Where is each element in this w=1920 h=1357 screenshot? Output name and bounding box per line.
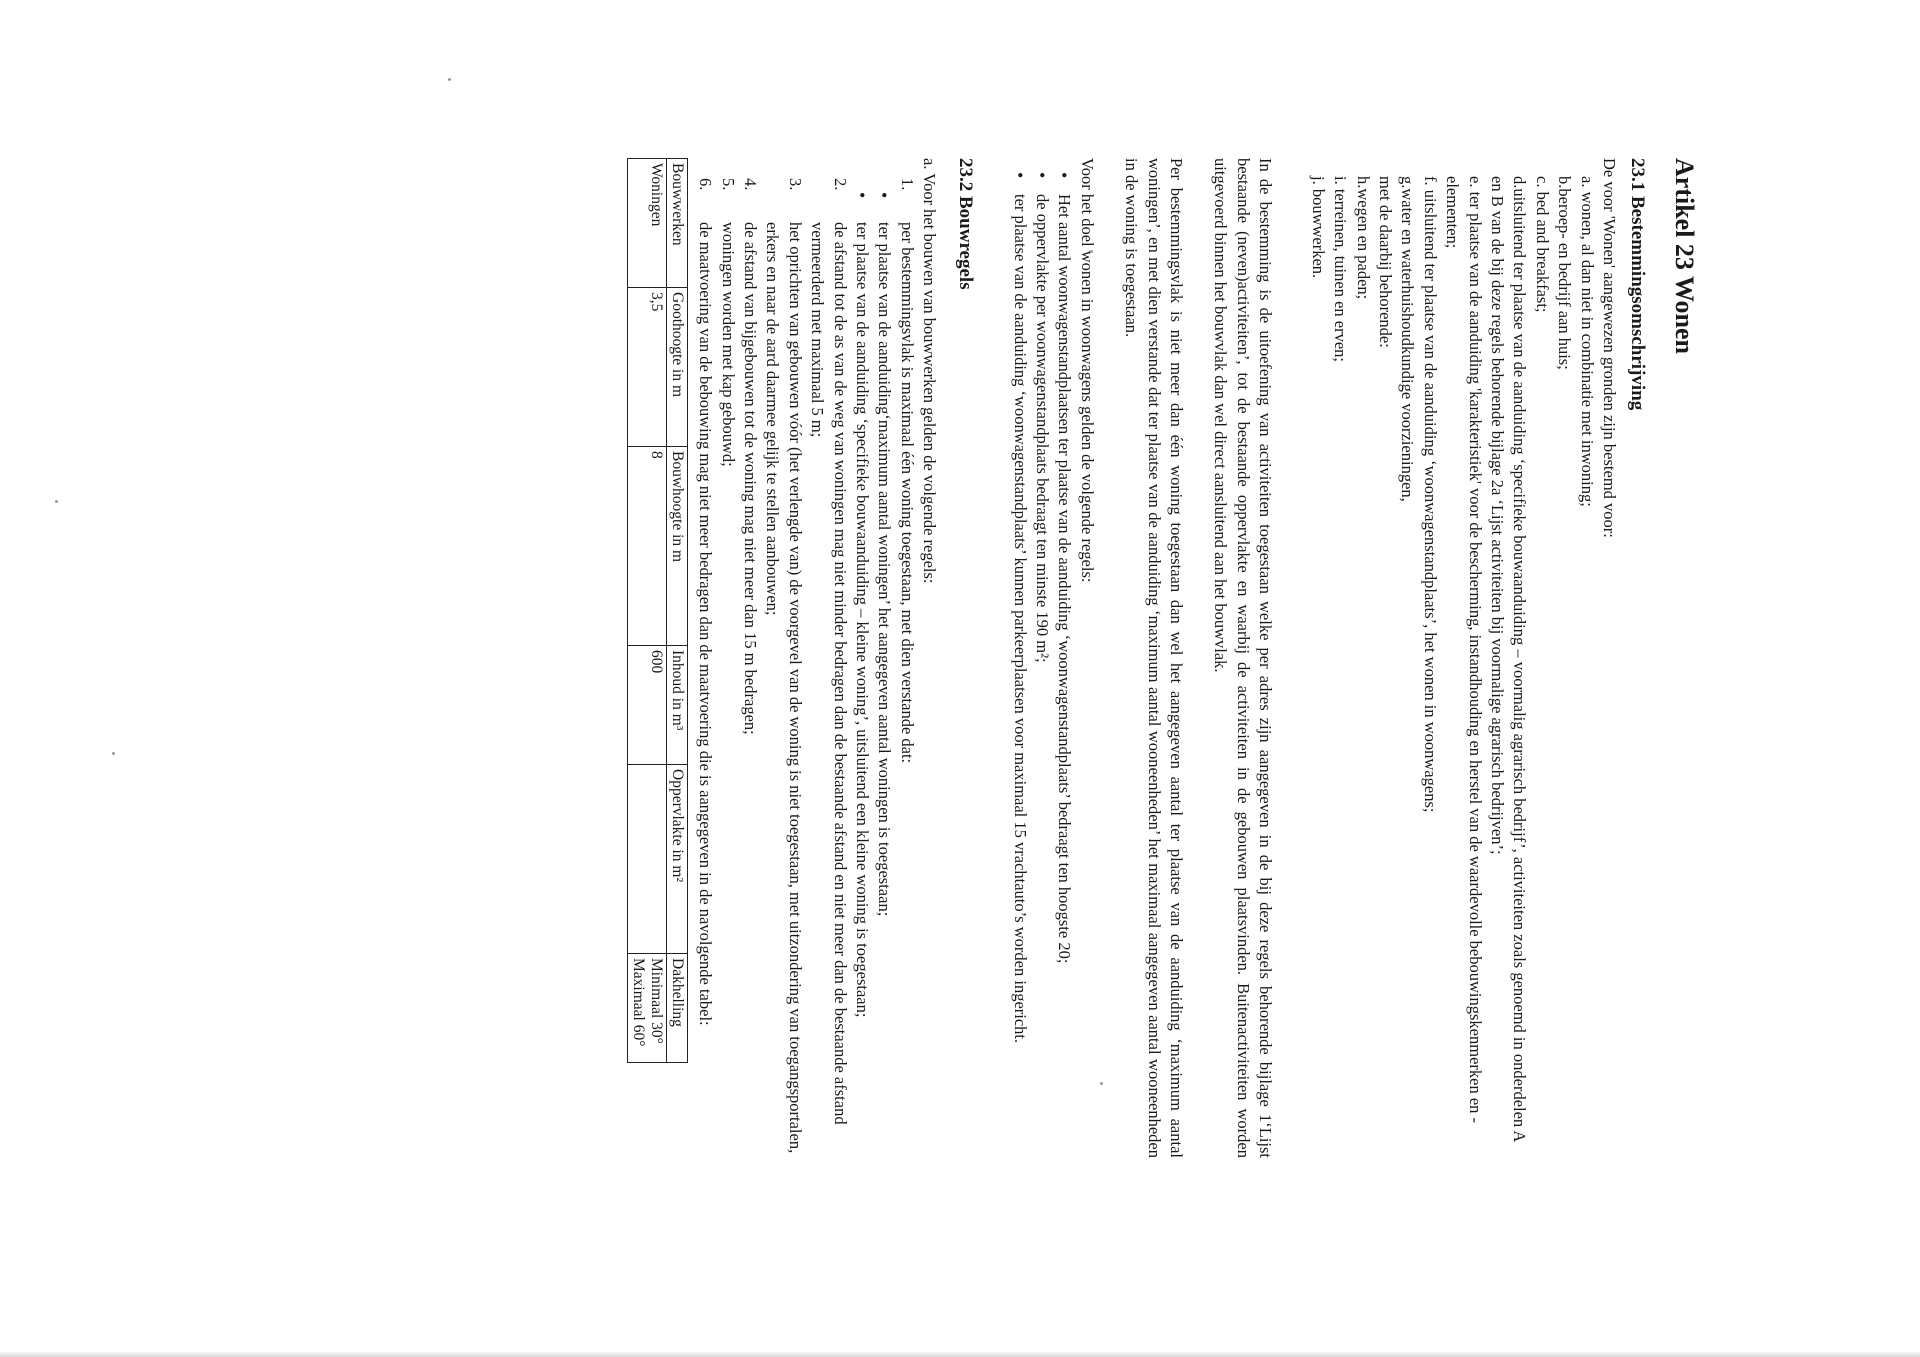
- list-item: c. bed and breakfast;: [1532, 176, 1552, 313]
- scan-bottom-edge: [0, 1351, 1920, 1357]
- document-content: [627, 158, 1700, 1158]
- rule-number: 2.: [830, 178, 850, 191]
- table-header: Bouwhoogte in m: [666, 447, 687, 646]
- list-item: • ter plaatse van de aanduiding ‘specifieke bouwaanduiding – kleine woning’, uitsluitend een kleine woning is toegestaan;: [851, 158, 873, 1158]
- table-cell: [627, 765, 666, 954]
- list-item: [739, 158, 761, 1158]
- rule-text: de maatvoering van de bebouwing mag niet meer bedragen dan de maatvoering die is aangegeven in de navolgende tabel:: [696, 222, 716, 1026]
- list-item: g.water en waterhuishoudkundige voorzieningen,: [1398, 176, 1418, 502]
- rule-number: 4.: [741, 178, 760, 191]
- rule1-subitems: [851, 158, 896, 1158]
- table-cell: 3,5: [627, 288, 666, 447]
- list-item: • de oppervlakte per woonwagenstandplaats bedraagt ten minste 190 m²;: [1031, 158, 1053, 1158]
- dakhelling-max: Maximaal 60°: [629, 958, 647, 1047]
- woonwagen-intro: Voor het doel wonen in woonwagens gelden de volgende regels:: [1077, 158, 1097, 583]
- list-item: d.uitsluitend ter plaatse van de aanduiding ‘specifieke bouwaanduiding – voormalig agrarisch bedrijf’, activiteiten zoals genoemd in onderdelen A en B van de bij deze regels behorende bijlage 2a ‘Lijst activiteiten bij voormalige agrarisch bedrijven’;: [1487, 176, 1530, 1142]
- table-cell: 8: [627, 447, 666, 646]
- table-cell: [627, 954, 666, 1063]
- table-header: Inhoud in m³: [666, 646, 687, 765]
- table-row: [627, 159, 666, 1063]
- purpose-list: [1306, 158, 1597, 1158]
- table-header: Goothoogte in m: [666, 288, 687, 447]
- table-header-row: [666, 159, 687, 1063]
- dimensions-table: [627, 158, 688, 1063]
- rule-number: 6.: [696, 178, 716, 191]
- scan-speck: [112, 752, 115, 755]
- rule-number: 3.: [785, 178, 805, 191]
- bouwregels-list-continued: [694, 158, 851, 1158]
- rule-text: het oprichten van gebouwen vóór (het verlengde van) de voorgevel van de woning is niet toegestaan, met uitzondering van toegangsportalen, erkers en naar de aard daarmee gelijk te stellen aanbouwen;: [763, 222, 805, 1154]
- rule-text: woningen worden met kap gebouwd;: [718, 222, 738, 467]
- list-item: met de daarbij behorende:: [1375, 176, 1395, 348]
- section-heading-bouwregels: 23.2 Bouwregels: [955, 158, 977, 290]
- rule-text: per bestemmingsvlak is maximaal één woning toegestaan, met dien verstande dat:: [897, 222, 917, 764]
- woonwagen-rules: [1008, 158, 1075, 1158]
- article-title: Artikel 23 Wonen: [1670, 158, 1699, 354]
- activities-paragraph: In de bestemming is de uitoefening van activiteiten toegestaan welke per adres zijn aangegeven in de bij deze regels behorende bijlage 1‘Lijst bestaande (neven)activiteiten’, tot de bestaande oppervlakte en waarbij de activiteiten in de gebouwen plaatsvinden. Buitenactiviteiten worden uitgevoerd binnen het bouwvlak dan wel direct aansluitend aan het bouwvlak.: [1211, 158, 1276, 1158]
- rule-number: 5.: [718, 178, 738, 191]
- table-header: Dakhelling: [666, 954, 687, 1063]
- table-cell: 600: [627, 646, 666, 765]
- table-cell: Woningen: [627, 159, 666, 288]
- bouwregels-list: [895, 158, 917, 1158]
- list-item: i. terreinen, tuinen en erven;: [1331, 176, 1351, 363]
- list-item: [806, 158, 851, 1158]
- dwellings-paragraph: Per bestemmingsvlak is niet meer dan één woning toegestaan dan wel het aangegeven aantal ter plaatse van de aanduiding ‘maximum aantal woningen’, en met dien verstande dat ter plaatse van de aanduiding ‘maximum aantal wooneenheden’ het maximaal aangegeven aantal wooneenheden in de woning is toegestaan.: [1122, 158, 1187, 1158]
- list-item: a. wonen, al dan niet in combinatie met inwoning;: [1577, 176, 1597, 507]
- list-item: j. bouwwerken.: [1308, 176, 1328, 279]
- rule-text: de afstand tot de as van de weg van woningen mag niet minder bedragen dan de bestaande afstand en niet meer dan de bestaande afstand vermeerderd met maximaal 5 m;: [808, 222, 850, 1125]
- list-item: • ter plaatse van de aanduiding‘maximum aantal woningen’ het aangegeven aantal woningen is toegestaan;: [873, 158, 895, 1158]
- list-item: f. uitsluitend ter plaatse van de aanduiding ‘woonwagenstandplaats’, het wonen in woonwagens;: [1420, 176, 1440, 813]
- rule-text: de afstand van bijgebouwen tot de woning mag niet meer dan 15 m bedragen;: [741, 222, 760, 735]
- scan-speck: [55, 500, 58, 503]
- section-intro: De voor 'Wonen' aangewezen gronden zijn bestemd voor:: [1600, 158, 1619, 538]
- table-header: Oppervlakte in m²: [666, 765, 687, 954]
- list-item: • Het aantal woonwagenstandplaatsen ter plaatse van de aanduiding ‘woonwagenstandplaats’ bedraagt ten hoogste 20;: [1053, 158, 1075, 1158]
- rule-number: 1.: [897, 178, 917, 191]
- list-item: [761, 158, 806, 1158]
- table-header: Bouwwerken: [666, 159, 687, 288]
- list-item: h.wegen en paden;: [1353, 176, 1373, 300]
- section-heading-bestemmingsomschrijving: 23.1 Bestemmingsomschrijving: [1627, 158, 1648, 411]
- list-item: [716, 158, 738, 1158]
- list-item: b.beroep- en bedrijf aan huis;: [1555, 176, 1575, 370]
- bouwregels-intro: a. Voor het bouwen van bouwwerken gelden de volgende regels:: [920, 158, 940, 584]
- list-item: e. ter plaatse van de aanduiding 'karakteristiek' voor de bescherming, instandhouding en herstel van de waardevolle bebouwingskenmerken en -elementen;: [1443, 176, 1485, 1124]
- list-item: [895, 158, 917, 1158]
- scan-speck: [448, 78, 451, 81]
- list-item: • ter plaatse van de aanduiding ‘woonwagenstandplaats’ kunnen parkeerplaatsen voor maximaal 15 vrachtauto’s worden ingericht.: [1008, 158, 1030, 1158]
- list-item: [694, 158, 716, 1158]
- dakhelling-min: Minimaal 30°: [647, 958, 665, 1044]
